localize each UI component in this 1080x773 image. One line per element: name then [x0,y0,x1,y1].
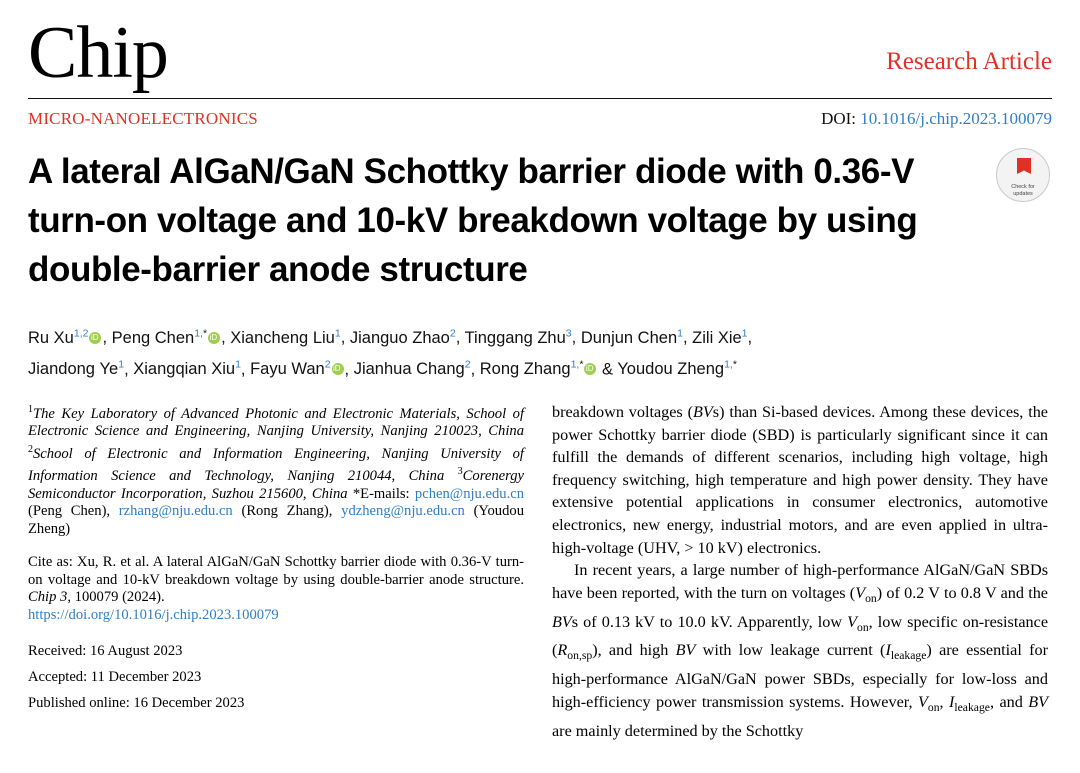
journal-title: Chip [28,12,168,94]
email-pchen[interactable]: pchen@nju.edu.cn [414,485,524,502]
section-name: MICRO-NANOELECTRONICS [28,109,258,128]
orcid-icon[interactable] [584,363,596,375]
content-columns [0,383,1080,742]
affil-1: The Key Laboratory of Advanced Photonic and Electronic Materials, School of Electronic Science and Engineering, Nanjing University, Nanjing 210023, China [28,405,524,440]
author-youdou-zheng: Youdou Zheng$^{1,*}$ [617,358,737,378]
affil-2: School of Electronic and Information Engineering, Nanjing University of Information Science and Technology, Nanjing 210044, China [28,445,524,485]
affil-3: Corenergy Semiconductor Incorporation, Suzhou 215600, China [28,468,525,502]
email-rzhang[interactable]: rzhang@nju.edu.cn [118,503,233,520]
badge-line-2: updates [1013,190,1033,197]
dates-block [28,638,524,716]
doi-label: DOI: [821,109,857,128]
page-title: A lateral AlGaN/GaN Schottky barrier diode with 0.36-V turn-on voltage and 10-kV breakdown voltage by using double-barrier anode structure [28,152,918,289]
doi-link[interactable]: 10.1016/j.chip.2023.100079 [860,109,1052,128]
check-for-updates-badge[interactable] [996,148,1050,202]
orcid-icon[interactable] [89,332,101,344]
author-tinggang-zhu: Tinggang Zhu$^3$ [464,327,572,347]
badge-line-1: Check for [1011,184,1035,190]
orcid-icon[interactable] [332,363,344,375]
section-doi-row [0,99,1080,129]
citation-prefix: Cite as: [28,554,73,571]
author-rong-zhang: Rong Zhang$^{1,*}$ [479,358,584,378]
citation-block [28,554,524,624]
affil-2-sup: 2 [28,443,33,455]
orcid-icon[interactable] [208,332,220,344]
author-jiandong-ye: Jiandong Ye$^1$ [28,358,125,378]
date-received: Received: 16 August 2023 [28,643,183,660]
date-published: Published online: 16 December 2023 [28,695,245,712]
citation-doi-url[interactable]: https://doi.org/10.1016/j.chip.2023.100079 [28,606,279,623]
doi-line [821,109,1052,129]
author-xiancheng-liu: Xiancheng Liu$^1$ [230,327,341,347]
paragraph-1: breakdown voltages (BVs) than Si-based devices. Among these devices, the power Schottky barrier diode (SBD) is particularly significant since it can fulfill the demands of different scenarios, including high voltage, high frequency switching, high temperature and high power density. They have extensive potential applications in consumer electronics, automotive electronics, new energy, industrial motors, and are even applied in ultra-high-voltage (UHV, > 10 kV) electronics. [552,403,1048,557]
author-jianguo-zhao: Jianguo Zhao$^2$ [349,327,456,347]
bookmark-icon [1017,158,1031,174]
email-ydzheng[interactable]: ydzheng@nju.edu.cn [341,503,465,520]
email-pchen-name: (Peng Chen), [28,503,111,520]
citation-text: Xu, R. et al. A lateral AlGaN/GaN Schottky barrier diode with 0.36-V turn-on voltage and 10-kV breakdown voltage by using double-barrier anode structure. [28,554,525,588]
citation-volume: 3 [60,589,68,606]
left-column [28,401,524,742]
author-list: Ru Xu$^{1,2}$ iD , Peng Chen$^{1,*}$ iD , Xiancheng Liu$^1$, Jianguo Zhao$^2$, Tinggang Zhu$^3$, Dunjun Chen$^1$, Zili Xie$^1$, Jiandong Ye$^1$, Xiangqian Xiu$^1$, Fayu Wan$^2$ iD , Jianhua Chang$^2$, Rong Zhang$^{1,*}$iD & Youdou Zheng$^{1,*}$ [0,294,1080,383]
author-jianhua-chang: Jianhua Chang$^2$ [353,358,471,378]
article-type-label: Research Article [886,48,1052,75]
author-dunjun-chen: Dunjun Chen$^1$ [580,327,683,347]
email-rzhang-name: (Rong Zhang), [241,503,333,520]
author-peng-chen: Peng Chen$^{1,*}$ [111,327,208,347]
paragraph-2: In recent years, a large number of high-performance AlGaN/GaN SBDs have been reported, with the turn on voltages $(V_{on})$ of 0.2 V to 0.8 V and the BVs of 0.13 kV to 10.0 kV. Apparently, low $V_{on}$, low specific on-resistance $(R_{on,sp})$, and high BV with low leakage current $(I_{leakage})$ are essential for high-performance AlGaN/GaN power SBDs, especially for low-loss and high-efficiency power transmission systems. However, $V_{on}$, $I_{leakage}$, and BV are mainly determined by the Schottky [552,561,1049,740]
citation-article-number: , 100079 (2024). [67,589,165,606]
author-fayu-wan: Fayu Wan$^2$ [250,358,331,378]
affil-1-sup: 1 [28,404,33,415]
author-zili-xie: Zili Xie$^1$ [692,327,748,347]
email-label: *E-mails: [352,485,410,502]
author-xiangqian-xiu: Xiangqian Xiu$^1$ [133,358,241,378]
email-ydzheng-name: (Youdou Zheng) [28,503,524,537]
affil-3-sup: 3 [457,466,463,478]
right-column [552,401,1048,742]
affiliations-block [28,401,524,538]
citation-journal: Chip [28,589,57,606]
author-ru-xu: Ru Xu$^{1,2}$ [28,327,89,347]
date-accepted: Accepted: 11 December 2023 [28,669,202,686]
masthead [0,0,1080,92]
